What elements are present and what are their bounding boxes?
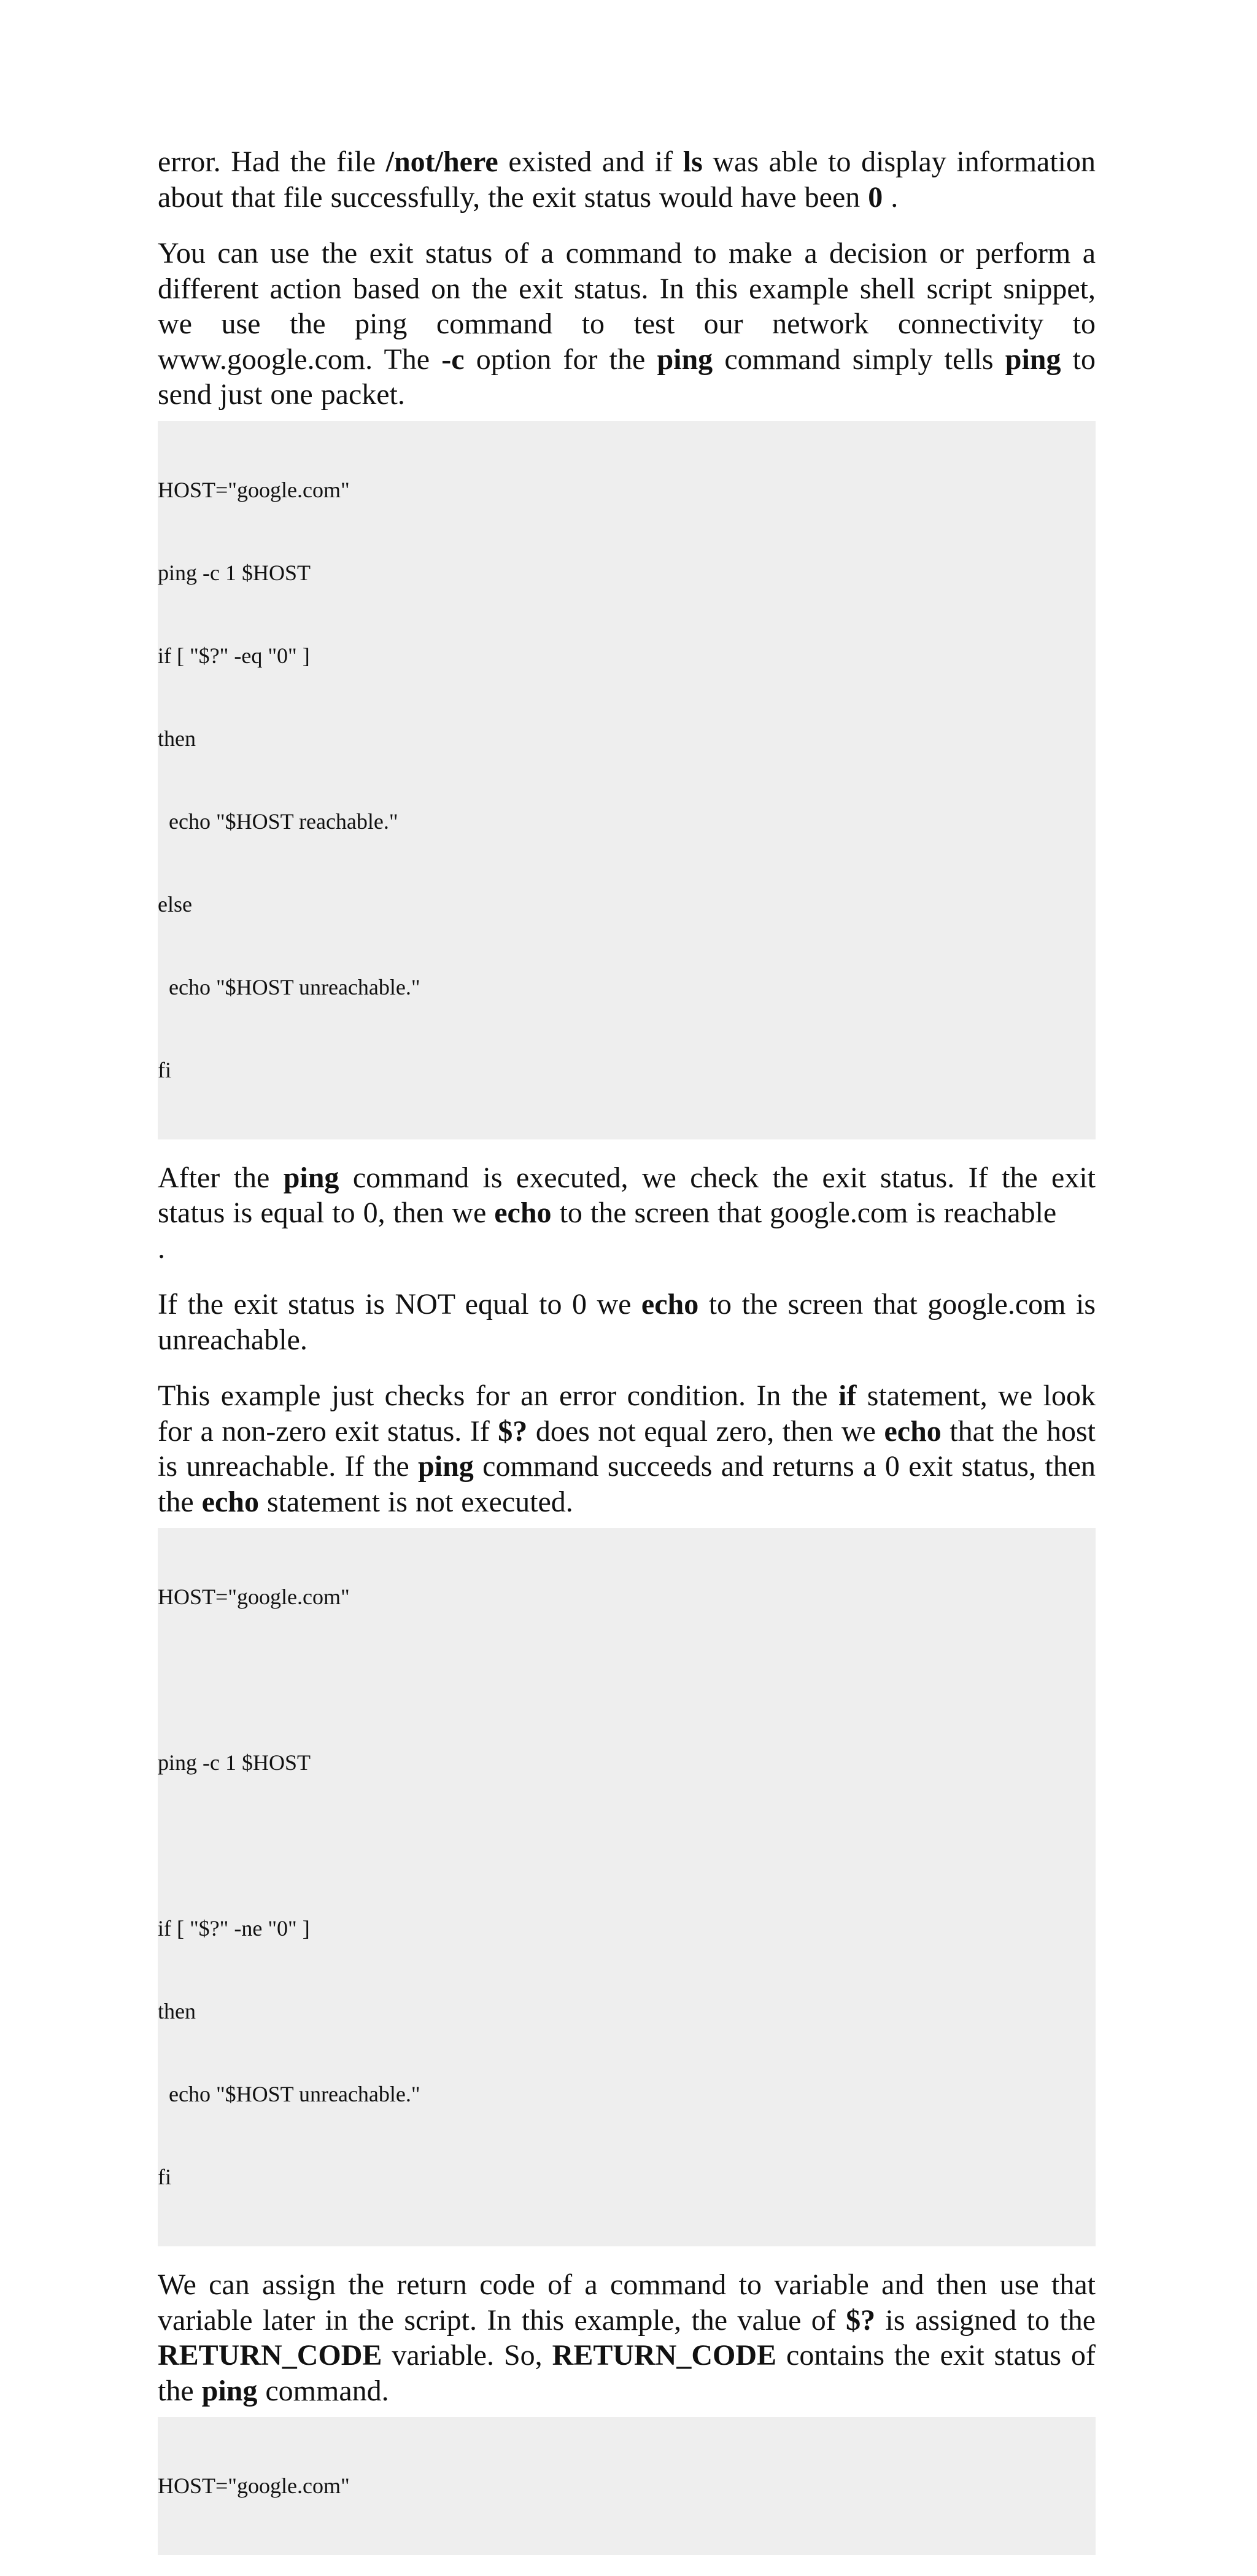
text: .: [158, 1232, 165, 1265]
text: that the host is unreachable. If the: [158, 1414, 1096, 1483]
text: If the exit status is NOT equal to 0 we: [158, 1288, 641, 1321]
text: was able to display information about that file successfully, the exit status would have been: [158, 145, 1096, 214]
bold-command: echo: [884, 1414, 942, 1448]
text: statement, we look for a non-zero exit status. If: [158, 1379, 1096, 1448]
code-line: if [ "$?" -ne "0" ]: [158, 1916, 310, 1941]
paragraph-ping-example: [158, 236, 1096, 413]
paragraph-not-equal: [158, 1287, 1096, 1357]
bold-command: ping: [657, 343, 713, 376]
paragraph-error-condition: [158, 1378, 1096, 1519]
code-line: echo "$HOST unreachable.": [158, 2082, 420, 2106]
document-page: [158, 144, 1096, 2576]
code-line: echo "$HOST reachable.": [158, 809, 398, 834]
bold-command: ping: [201, 2374, 258, 2407]
text: command succeeds and returns a 0 exit status, then the: [158, 1450, 1096, 1518]
text: to the screen that google.com is unreachable.: [158, 1288, 1096, 1356]
text: command is executed, we check the exit status. If the exit status is equal to 0, then we: [158, 1161, 1096, 1229]
code-line: echo "$HOST unreachable.": [158, 974, 420, 999]
code-line: HOST="google.com": [158, 477, 350, 502]
code-block-return-code: [158, 2417, 1096, 2555]
bold-variable: RETURN_CODE: [158, 2339, 382, 2372]
bold-value: 0: [868, 180, 883, 214]
text: .: [883, 180, 899, 214]
code-line: fi: [158, 1057, 171, 1082]
text: command simply tells: [713, 343, 1005, 376]
bold-command: ping: [1005, 343, 1061, 376]
code-line: else: [158, 891, 192, 917]
bold-option: -c: [441, 343, 465, 376]
code-line: HOST="google.com": [158, 2473, 350, 2498]
text: option for the: [464, 343, 657, 376]
text: contains the exit status of the: [158, 2339, 1096, 2407]
paragraph-check-exit-status: [158, 1160, 1096, 1267]
code-line: then: [158, 1999, 196, 2023]
text: does not equal zero, then we: [527, 1414, 884, 1448]
code-block-ping-ne: [158, 1528, 1096, 2246]
bold-command: ping: [418, 1450, 474, 1483]
text: This example just checks for an error condition. In the: [158, 1379, 839, 1412]
bold-path: /not/here: [385, 145, 498, 178]
bold-variable: $?: [846, 2303, 876, 2337]
code-line: [158, 1832, 1096, 1860]
code-block-ping-eq: [158, 421, 1096, 1139]
text: error. Had the file: [158, 145, 386, 178]
code-line: HOST="google.com": [158, 1585, 350, 1609]
code-line: if [ "$?" -eq "0" ]: [158, 643, 310, 668]
code-line: then: [158, 726, 196, 751]
bold-variable: RETURN_CODE: [552, 2339, 777, 2372]
text: statement is not executed.: [258, 1485, 573, 1518]
code-line: [158, 1666, 1096, 1694]
bold-keyword: if: [838, 1379, 857, 1412]
bold-command: ping: [283, 1161, 339, 1194]
text: command.: [257, 2374, 389, 2407]
bold-command: ls: [683, 145, 703, 178]
text: After the: [158, 1161, 284, 1194]
text: You can use the exit status of a command to make a decision or perform a different action based on the exit status. In this example shell script snippet, we use the ping command to test our network connectivity to www.google.com. The: [158, 237, 1096, 376]
text: is assigned to the: [875, 2303, 1096, 2337]
bold-variable: $?: [498, 1414, 528, 1448]
bold-command: echo: [641, 1288, 699, 1321]
bold-command: echo: [494, 1197, 552, 1229]
text: to the screen that google.com is reachable: [551, 1197, 1057, 1229]
text: existed and if: [498, 145, 683, 178]
code-line: ping -c 1 $HOST: [158, 560, 311, 585]
bold-command: echo: [201, 1485, 259, 1518]
code-line: fi: [158, 2165, 171, 2189]
paragraph-return-code: [158, 2267, 1096, 2408]
paragraph-exit-status-intro: [158, 144, 1096, 215]
text: We can assign the return code of a command to variable and then use that variable later in the script. In this example, the value of: [158, 2268, 1096, 2337]
text: variable. So,: [382, 2339, 552, 2372]
code-line: ping -c 1 $HOST: [158, 1750, 311, 1775]
text: to send just one packet.: [158, 343, 1096, 411]
